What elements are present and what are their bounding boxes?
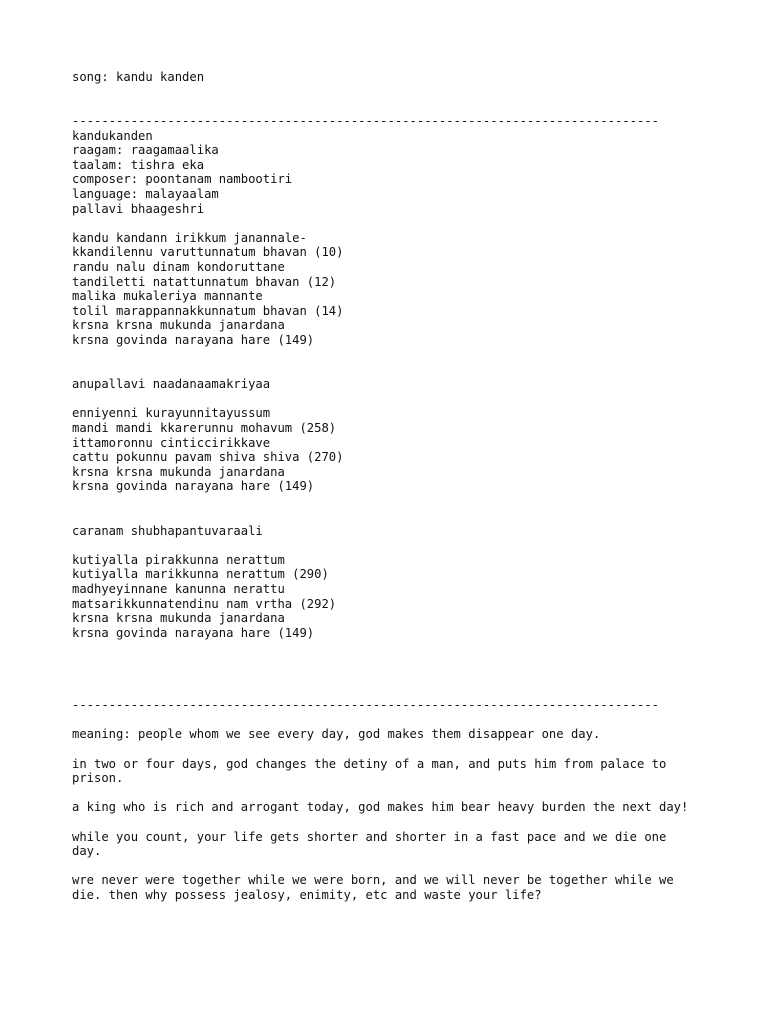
meaning-paragraph: a king who is rich and arrogant today, god makes him bear heavy burden the next day! [72, 800, 689, 815]
meaning-paragraph: wre never were together while we were born, and we will never be together while we die. then why possess jealosy, enimity, etc and waste your life? [72, 873, 682, 902]
verse-line: cattu pokunnu pavam shiva shiva (270) [72, 450, 344, 465]
meaning-section [72, 727, 712, 902]
divider-bottom: -------------------------------------------------------------------------------- [72, 698, 659, 713]
meaning-paragraph: while you count, your life gets shorter and shorter in a fast pace and we die one day. [72, 829, 674, 859]
divider-top: -------------------------------------------------------------------------------- [72, 114, 659, 129]
meaning-paragraph: meaning: people whom we see every day, god makes them disappear one day. [72, 727, 601, 742]
caranam-heading: caranam shubhapantuvaraali [72, 523, 263, 538]
verse-line: krsna krsna mukunda janardana [72, 464, 285, 479]
info-pallavi-raagam: pallavi bhaageshri [72, 201, 205, 216]
info-title: kandukanden [72, 128, 153, 143]
verse-line: kkandilennu varuttunnatum bhavan (10) [72, 245, 344, 260]
verse-line: tandiletti natattunnatum bhavan (12) [72, 274, 337, 289]
verse-line: mandi mandi kkarerunnu mohavum (258) [72, 420, 337, 435]
verse-line: krsna krsna mukunda janardana [72, 611, 285, 626]
info-raagam: raagam: raagamaalika [72, 143, 219, 158]
verse-line: kutiyalla marikkunna nerattum (290) [72, 567, 329, 582]
verse-line: kandu kandann irikkum janannale- [72, 230, 307, 245]
info-taalam: taalam: tishra eka [72, 157, 205, 172]
caranam-verse [72, 553, 712, 641]
song-title: song: kandu kanden [72, 70, 205, 84]
verse-line: krsna govinda narayana hare (149) [72, 625, 315, 640]
verse-line: randu nalu dinam kondoruttane [72, 260, 285, 275]
verse-line: matsarikkunnatendinu nam vrtha (292) [72, 596, 337, 611]
anupallavi-verse [72, 406, 712, 494]
verse-line: enniyenni kurayunnitayussum [72, 406, 271, 421]
verse-line: tolil marappannakkunnatum bhavan (14) [72, 303, 344, 318]
verse-line: ittamoronnu cinticcirikkave [72, 435, 271, 450]
verse-line: malika mukaleriya mannante [72, 289, 263, 304]
info-composer: composer: poontanam nambootiri [72, 172, 293, 187]
anupallavi-heading: anupallavi naadanaamakriyaa [72, 377, 271, 392]
verse-line: krsna govinda narayana hare (149) [72, 479, 315, 494]
verse-line: krsna krsna mukunda janardana [72, 318, 285, 333]
song-document [72, 70, 712, 903]
verse-line: madhyeyinnane kanunna nerattu [72, 581, 285, 596]
pallavi-verse [72, 231, 712, 348]
info-language: language: malayaalam [72, 187, 219, 202]
verse-line: krsna govinda narayana hare (149) [72, 333, 315, 347]
meaning-paragraph: in two or four days, god changes the detiny of a man, and puts him from palace to prison. [72, 756, 674, 786]
verse-line: kutiyalla pirakkunna nerattum [72, 552, 285, 567]
